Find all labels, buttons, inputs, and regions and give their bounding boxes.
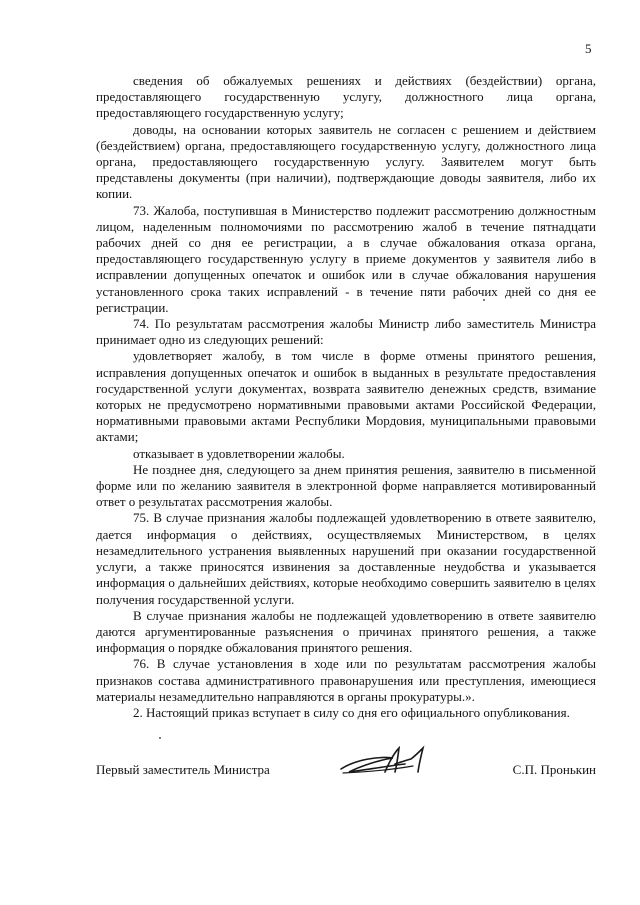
paragraph: удовлетворяет жалобу, в том числе в форме отмены принятого решения, исправления допущенных опечаток и ошибок в выданных в результате предоставления государственной услуги документах, возврата заявителю денежных средств, взимание которых не предусмотрено нормативными правовыми актами Российской Федерации, нормативными правовыми актами Республики Мордовия, муниципальными правовыми актами; (96, 348, 596, 445)
paragraph: 75. В случае признания жалобы подлежащей удовлетворению в ответе заявителю, дается информация о действиях, осуществляемых Министерством, в целях незамедлительного устранения выявленных нарушений при оказании государственной услуги, а также приносятся извинения за доставленные неудобства и указывается информация о дальнейших действиях, которые необходимо совершить заявителю в целях получения государственной услуги. (96, 510, 596, 607)
paragraph: доводы, на основании которых заявитель не согласен с решением и действием (бездействием) органа, предоставляющего государственную услугу, должностного лица органа, предоставляющего государственную услугу. Заявителем могут быть представлены документы (при наличии), подтверждающие доводы заявителя, либо их копии. (96, 121, 596, 202)
page-number: 5 (585, 41, 592, 56)
paragraph: 2. Настоящий приказ вступает в силу со дня его официального опубликования. (133, 704, 570, 720)
paragraph: 74. По результатам рассмотрения жалобы Министр либо заместитель Министра принимает одно из следующих решений: (96, 316, 596, 348)
signatory-position: Первый заместитель Министра (96, 762, 270, 777)
paragraph: отказывает в удовлетворении жалобы. (133, 445, 345, 461)
signatory-name: С.П. Пронькин (512, 762, 596, 777)
paragraph: сведения об обжалуемых решениях и действиях (бездействии) органа, предоставляющего государственную услугу, должностного лица органа, предоставляющего государственную услугу; (96, 73, 596, 121)
paragraph: 76. В случае установления в ходе или по результатам рассмотрения жалобы признаков состава административного правонарушения или преступления, имеющиеся материалы незамедлительно направляются в органы прокуратуры.». (96, 656, 596, 704)
scan-speck (483, 299, 485, 301)
paragraph: Не позднее дня, следующего за днем принятия решения, заявителю в письменной форме или по желанию заявителя в электронной форме направляется мотивированный ответ о результатах рассмотрения жалобы. (96, 461, 596, 510)
scan-speck (159, 737, 161, 739)
paragraph: 73. Жалоба, поступившая в Министерство подлежит рассмотрению должностным лицом, наделенным полномочиями по рассмотрению жалоб в течение пятнадцати рабочих дней со дня ее регистрации, а в случае обжалования отказа органа, предоставляющего государственную услугу в приеме документов у заявителя либо в исправлении допущенных опечаток и ошибок или в случае обжалования нарушения установленного срока таких исправлений - в течение пяти рабочих дней со дня ее регистрации. (96, 202, 596, 315)
document-body (96, 73, 596, 721)
handwritten-signature (335, 742, 430, 782)
paragraph: В случае признания жалобы не подлежащей удовлетворению в ответе заявителю даются аргументированные разъяснения о причинах принятого решения, а также информация о порядке обжалования принятого решения. (96, 607, 596, 656)
